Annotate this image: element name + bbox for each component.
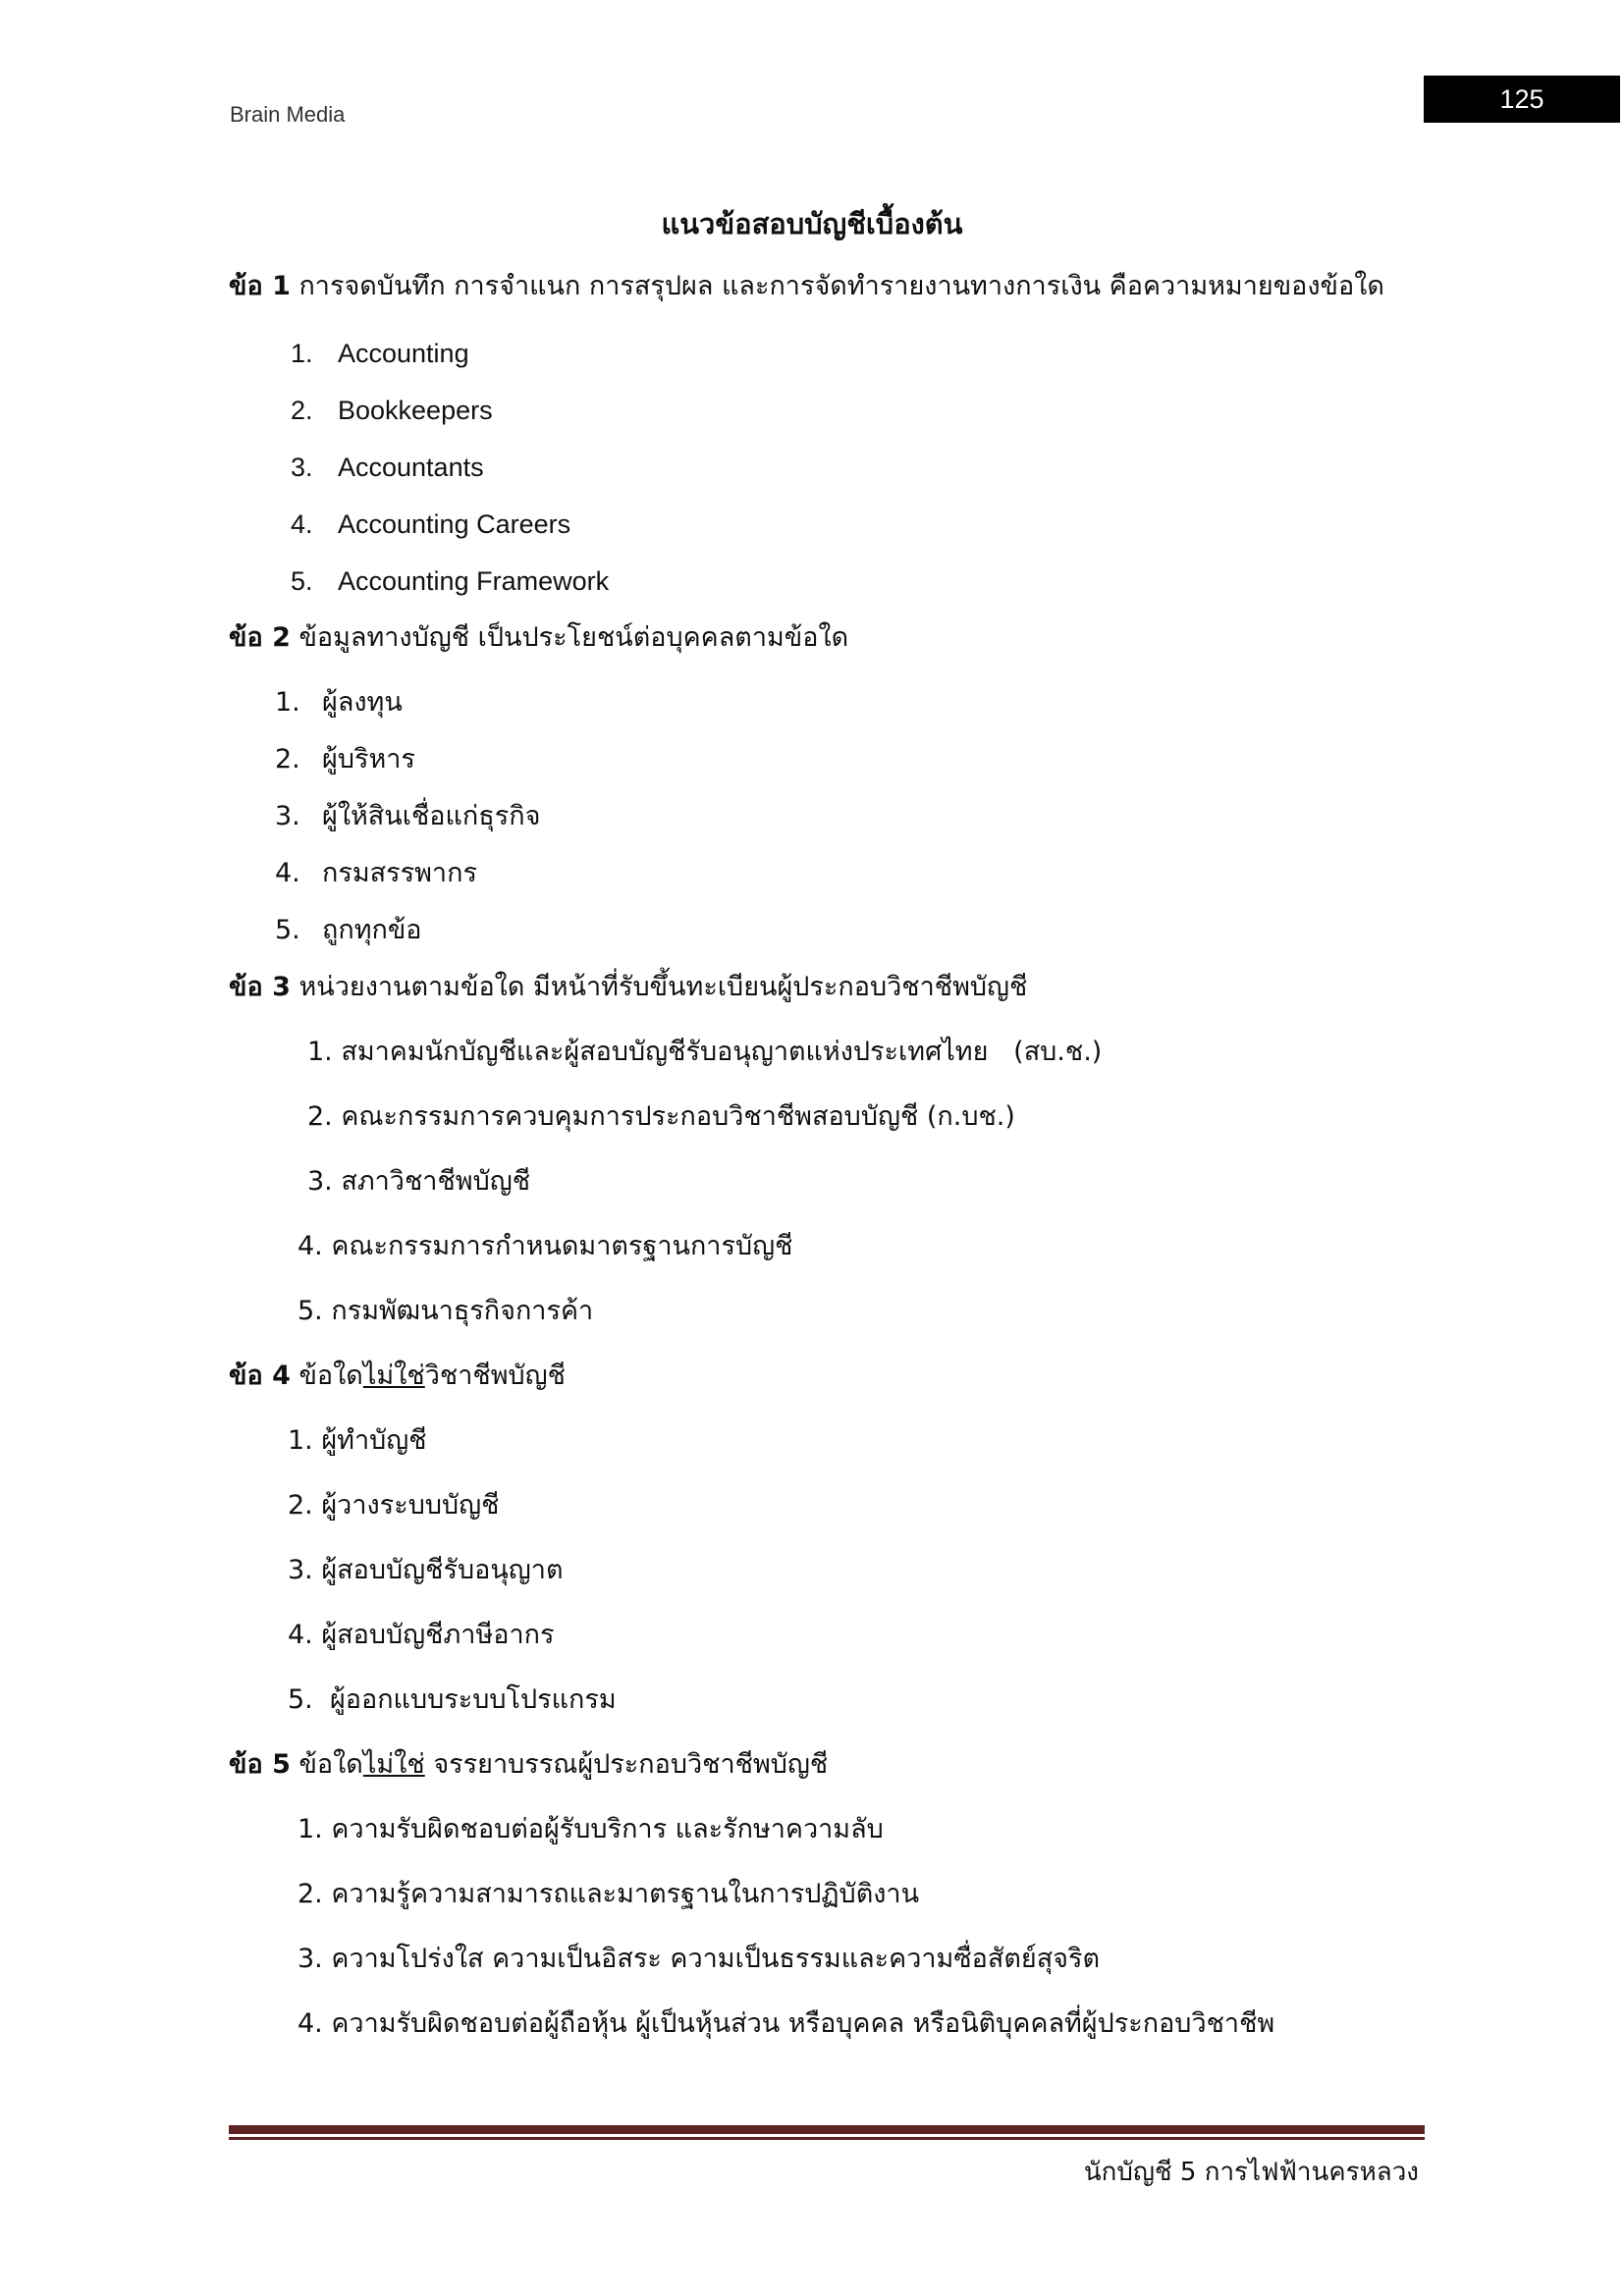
- question-3-option-5: [298, 1292, 593, 1331]
- question-5: [229, 1745, 828, 1785]
- question-5-option-4: [298, 2004, 1274, 2044]
- option-text: กรมสรรพากร: [322, 858, 477, 888]
- option-number: 3.: [288, 1555, 313, 1585]
- option-text: ผู้บริหาร: [322, 744, 415, 774]
- option-number: 2.: [291, 396, 313, 425]
- question-1-option-1: [291, 334, 469, 373]
- option-number: 2.: [298, 1879, 323, 1909]
- question-text-emphasis: ไม่ใช่: [362, 1749, 425, 1780]
- question-4-option-4: [288, 1616, 554, 1655]
- question-3: [229, 968, 1027, 1007]
- question-label: ข้อ 3: [229, 972, 291, 1002]
- option-text: ความรับผิดชอบต่อผู้ถือหุ้น ผู้เป็นหุ้นส่วน หรือบุคคล หรือนิติบุคคลที่ผู้ประกอบวิชาชีพ: [331, 2008, 1275, 2039]
- question-5-option-2: [298, 1875, 919, 1914]
- option-text: ถูกทุกข้อ: [322, 915, 422, 945]
- option-number: 1.: [307, 1037, 333, 1067]
- question-5-option-3: [298, 1940, 1100, 1979]
- option-number: 1.: [288, 1425, 313, 1456]
- option-text: Accounting: [338, 339, 469, 368]
- option-number: 4.: [291, 509, 313, 539]
- option-number: 3.: [275, 801, 300, 831]
- option-text: ผู้สอบบัญชีรับอนุญาต: [321, 1555, 564, 1585]
- option-text: กรมพัฒนาธุรกิจการค้า: [331, 1296, 594, 1326]
- question-text-emphasis: ไม่ใช่: [362, 1361, 425, 1391]
- question-3-option-4: [298, 1227, 792, 1266]
- option-number: 4.: [298, 2008, 323, 2039]
- option-text: Accounting Careers: [338, 509, 571, 539]
- option-number: 1.: [275, 687, 300, 718]
- page-number: 125: [1499, 83, 1544, 114]
- question-text-before: ข้อใด: [298, 1749, 363, 1780]
- question-2: [229, 618, 848, 658]
- page-number-badge: [1424, 76, 1620, 123]
- question-label: ข้อ 1: [229, 271, 291, 301]
- option-number: 4.: [288, 1620, 313, 1650]
- question-label: ข้อ 2: [229, 622, 291, 653]
- footer-text: นักบัญชี 5 การไฟฟ้านครหลวง: [1083, 2158, 1419, 2187]
- option-number: 3.: [291, 453, 313, 482]
- question-2-option-3: [275, 797, 540, 836]
- option-text: ผู้วางระบบบัญชี: [321, 1490, 500, 1521]
- option-text: Bookkeepers: [338, 396, 493, 425]
- option-text: ผู้ออกแบบระบบโปรแกรม: [329, 1684, 617, 1715]
- option-number: 3.: [298, 1944, 323, 1974]
- question-1-option-3: [291, 448, 484, 487]
- question-text: การจดบันทึก การจำแนก การสรุปผล และการจัดทำรายงานทางการเงิน คือความหมายของข้อใด: [298, 271, 1384, 301]
- publisher-name: Brain Media: [230, 102, 346, 127]
- option-number: 3.: [307, 1166, 333, 1197]
- question-2-option-1: [275, 683, 403, 722]
- question-label: ข้อ 5: [229, 1749, 291, 1780]
- question-3-option-2: [307, 1097, 1015, 1137]
- option-number: 1.: [291, 339, 313, 368]
- question-text-after: จรรยาบรรณผู้ประกอบวิชาชีพบัญชี: [424, 1749, 829, 1780]
- option-number: 4.: [298, 1231, 323, 1261]
- question-4-option-2: [288, 1486, 499, 1525]
- option-text: คณะกรรมการกำหนดมาตรฐานการบัญชี: [331, 1231, 793, 1261]
- option-text: Accounting Framework: [338, 566, 610, 596]
- option-number: 5.: [275, 915, 300, 945]
- question-text: ข้อมูลทางบัญชี เป็นประโยชน์ต่อบุคคลตามข้อใด: [298, 622, 849, 653]
- question-1-option-4: [291, 505, 570, 544]
- question-4: [229, 1357, 566, 1396]
- question-1-option-2: [291, 391, 493, 430]
- question-1: [229, 267, 1384, 306]
- question-2-option-4: [275, 854, 477, 893]
- option-text: ความรู้ความสามารถและมาตรฐานในการปฏิบัติงาน: [331, 1879, 920, 1909]
- page-title: แนวข้อสอบบัญชีเบื้องต้น: [661, 207, 963, 240]
- question-5-option-1: [298, 1810, 884, 1849]
- option-number: 2.: [288, 1490, 313, 1521]
- question-3-option-3: [307, 1162, 530, 1201]
- question-2-option-5: [275, 911, 422, 950]
- footer-rule-thin: [229, 2137, 1425, 2140]
- question-3-option-1: [307, 1033, 1102, 1072]
- option-number: 5.: [298, 1296, 323, 1326]
- question-label: ข้อ 4: [229, 1361, 291, 1391]
- question-1-option-5: [291, 561, 609, 601]
- option-text: สภาวิชาชีพบัญชี: [341, 1166, 531, 1197]
- question-text-after: วิชาชีพบัญชี: [424, 1361, 566, 1391]
- option-text: ความรับผิดชอบต่อผู้รับบริการ และรักษาความลับ: [331, 1814, 884, 1844]
- option-text: ความโปร่งใส ความเป็นอิสระ ความเป็นธรรมและความซื่อสัตย์สุจริต: [331, 1944, 1101, 1974]
- question-4-option-3: [288, 1551, 564, 1590]
- option-text: คณะกรรมการควบคุมการประกอบวิชาชีพสอบบัญชี (ก.บช.): [341, 1101, 1015, 1132]
- option-text: ผู้ทำบัญชี: [321, 1425, 427, 1456]
- question-4-option-5: [288, 1681, 617, 1720]
- option-text: สมาคมนักบัญชีและผู้สอบบัญชีรับอนุญาตแห่งประเทศไทย (สบ.ช.): [341, 1037, 1103, 1067]
- option-text: ผู้สอบบัญชีภาษีอากร: [321, 1620, 555, 1650]
- option-text: ผู้ให้สินเชื่อแก่ธุรกิจ: [322, 801, 541, 831]
- option-number: 4.: [275, 858, 300, 888]
- question-2-option-2: [275, 740, 415, 779]
- question-text-before: ข้อใด: [298, 1361, 363, 1391]
- question-text: หน่วยงานตามข้อใด มีหน้าที่รับขึ้นทะเบียนผู้ประกอบวิชาชีพบัญชี: [298, 972, 1028, 1002]
- option-number: 2.: [275, 744, 300, 774]
- option-number: 2.: [307, 1101, 333, 1132]
- question-4-option-1: [288, 1421, 427, 1461]
- option-text: ผู้ลงทุน: [322, 687, 403, 718]
- footer-rule-thick: [229, 2125, 1425, 2134]
- option-number: 5.: [291, 566, 313, 596]
- option-number: 1.: [298, 1814, 323, 1844]
- option-text: Accountants: [338, 453, 484, 482]
- option-number: 5.: [288, 1684, 313, 1715]
